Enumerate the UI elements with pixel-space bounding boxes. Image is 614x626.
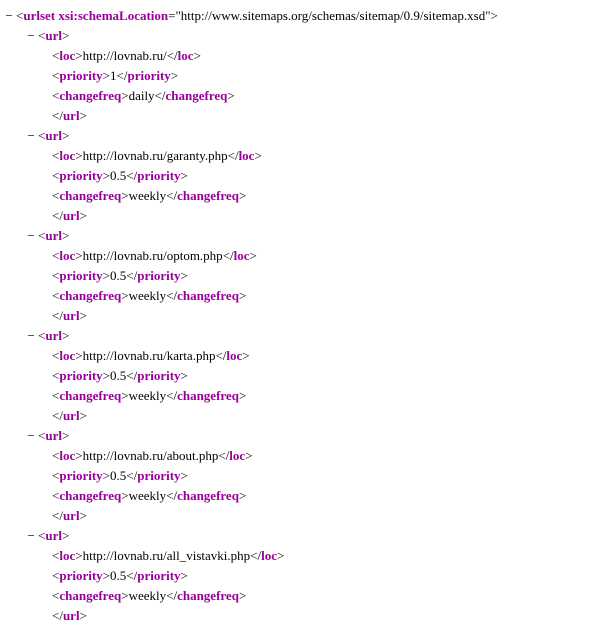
angle-open: < [52,268,60,283]
priority-line [6,466,614,486]
loc-line [6,146,614,166]
angle-open-slash: </ [222,248,234,263]
changefreq-value: weekly [128,388,167,403]
angle-close: > [193,48,201,63]
angle-open-slash: </ [215,348,227,363]
angle-close: > [121,188,129,203]
loc-value: http://lovnab.ru/about.php [82,448,219,463]
angle-open-slash: </ [126,368,138,383]
angle-close: > [61,128,70,143]
angle-close: > [180,268,188,283]
priority-value: 0.5 [110,468,127,483]
priority-value: 0.5 [110,268,127,283]
changefreq-value: daily [128,88,155,103]
loc-value: http://lovnab.ru/ [82,48,167,63]
angle-close: > [180,368,188,383]
angle-open-slash: </ [116,68,128,83]
angle-open: < [52,388,60,403]
priority-value: 0.5 [110,368,127,383]
loc-line [6,346,614,366]
url-tag-name: url [45,528,62,543]
angle-close: > [238,388,247,403]
angle-close: > [61,328,70,343]
angle-open-slash: </ [52,608,63,623]
angle-close: > [79,308,87,323]
url-toggle-icon[interactable]: − [27,28,35,43]
angle-close: > [75,348,83,363]
angle-open: < [52,488,60,503]
changefreq-tag-name-close: changefreq [177,388,239,403]
loc-tag-name: loc [59,548,76,563]
angle-close: > [121,588,129,603]
angle-close: > [79,608,87,623]
loc-line [6,546,614,566]
angle-close: > [245,448,253,463]
angle-close: > [276,548,285,563]
angle-close: > [75,448,83,463]
changefreq-value: weekly [128,288,167,303]
priority-tag-name: priority [59,568,103,583]
priority-line [6,366,614,386]
url-tag-name: url [45,428,62,443]
angle-close: > [75,148,83,163]
url-close-line [6,106,614,126]
loc-value: http://lovnab.ru/all_vistavki.php [82,548,251,563]
angle-close: > [121,88,129,103]
url-close-line [6,406,614,426]
angle-open: < [38,28,46,43]
priority-tag-name: priority [59,368,103,383]
angle-open-slash: </ [126,468,138,483]
angle-open-slash: </ [166,588,178,603]
angle-close: > [75,48,83,63]
url-toggle-icon[interactable]: − [27,228,35,243]
angle-close: > [75,548,83,563]
angle-close: > [242,348,250,363]
changefreq-line [6,486,614,506]
angle-close: > [79,108,87,123]
angle-close: > [79,408,87,423]
angle-open: < [52,448,60,463]
angle-open-slash: </ [166,48,178,63]
angle-open-slash: </ [166,488,178,503]
angle-open-slash: </ [126,168,138,183]
schemalocation-attr-name: xsi:schemaLocation [58,8,169,23]
angle-close: > [79,508,87,523]
angle-open: < [38,528,46,543]
changefreq-line [6,386,614,406]
url-close-line [6,206,614,226]
changefreq-tag-name: changefreq [59,488,122,503]
angle-close: > [238,588,247,603]
priority-tag-name: priority [59,468,103,483]
angle-open: < [52,168,60,183]
url-toggle-icon[interactable]: − [27,428,35,443]
angle-open: < [52,468,60,483]
angle-close: > [102,268,111,283]
angle-close: > [79,208,87,223]
angle-close: > [254,148,262,163]
angle-close: > [238,188,247,203]
changefreq-value: weekly [128,588,167,603]
url-open-line [6,26,614,46]
angle-close: > [238,288,247,303]
angle-open-slash: </ [166,188,178,203]
angle-open: < [38,228,46,243]
angle-open-slash: </ [52,508,63,523]
angle-open: < [52,548,60,563]
changefreq-tag-name-close: changefreq [177,288,239,303]
priority-line [6,166,614,186]
angle-open: < [52,68,60,83]
priority-line [6,566,614,586]
url-tag-name-close: url [62,208,80,223]
angle-open-slash: </ [166,388,178,403]
url-toggle-icon[interactable]: − [27,528,35,543]
angle-open-slash: </ [52,108,63,123]
angle-open-slash: </ [52,208,63,223]
angle-open-slash: </ [52,308,63,323]
loc-tag-name: loc [59,348,76,363]
url-toggle-icon[interactable]: − [27,128,35,143]
changefreq-line [6,186,614,206]
angle-open: < [52,588,60,603]
angle-close: > [61,528,70,543]
url-tag-name-close: url [62,408,80,423]
angle-close: > [238,488,247,503]
angle-open: < [16,8,24,23]
angle-open: < [52,348,60,363]
urlset-toggle-icon[interactable]: − [5,8,13,23]
loc-tag-name-close: loc [238,148,255,163]
url-close-line [6,306,614,326]
urlset-tag-name: urlset [23,8,56,23]
priority-tag-name-close: priority [137,268,181,283]
angle-close: > [102,468,111,483]
loc-tag-name: loc [59,48,76,63]
angle-close: > [102,568,111,583]
angle-close: > [75,248,83,263]
loc-line [6,246,614,266]
angle-open-slash: </ [52,408,63,423]
angle-close: > [170,68,179,83]
angle-close: > [180,168,188,183]
changefreq-tag-name: changefreq [59,88,122,103]
angle-close: > [227,88,235,103]
angle-open: < [38,428,46,443]
priority-tag-name-close: priority [137,568,181,583]
angle-open: < [52,48,60,63]
priority-value: 1 [110,68,117,83]
changefreq-tag-name: changefreq [59,588,122,603]
url-toggle-icon[interactable]: − [27,328,35,343]
angle-open: < [38,128,46,143]
loc-value: http://lovnab.ru/garanty.php [82,148,228,163]
schemalocation-attr-value: "http://www.sitemaps.org/schemas/sitemap/0.9/sitemap.xsd" [175,8,491,23]
angle-close: > [249,248,257,263]
url-tag-name: url [45,28,62,43]
changefreq-tag-name-close: changefreq [177,188,239,203]
url-open-line [6,326,614,346]
url-open-line [6,526,614,546]
loc-tag-name: loc [59,148,76,163]
loc-tag-name-close: loc [226,348,243,363]
angle-open: < [52,568,60,583]
changefreq-line [6,586,614,606]
angle-open-slash: </ [218,448,230,463]
loc-tag-name-close: loc [229,448,246,463]
angle-open: < [52,248,60,263]
angle-close: > [121,288,129,303]
priority-tag-name-close: priority [137,468,181,483]
url-open-line [6,126,614,146]
priority-tag-name: priority [59,168,103,183]
url-tag-name-close: url [62,308,80,323]
angle-close: > [180,568,188,583]
angle-open: < [52,148,60,163]
loc-value: http://lovnab.ru/optom.php [82,248,223,263]
changefreq-tag-name: changefreq [59,388,122,403]
angle-close: > [102,168,111,183]
angle-close: > [61,28,70,43]
loc-tag-name-close: loc [177,48,194,63]
priority-tag-name-close: priority [137,168,181,183]
changefreq-value: weekly [128,488,167,503]
angle-open: < [38,328,46,343]
url-close-line [6,606,614,626]
angle-close: > [121,488,129,503]
loc-tag-name: loc [59,448,76,463]
angle-close: > [102,368,111,383]
priority-tag-name-close: priority [137,368,181,383]
angle-close: > [180,468,188,483]
angle-open: < [52,188,60,203]
angle-open: < [52,288,60,303]
loc-value: http://lovnab.ru/karta.php [82,348,216,363]
priority-tag-name-close: priority [127,68,171,83]
url-open-line [6,226,614,246]
loc-line [6,446,614,466]
changefreq-tag-name-close: changefreq [165,88,228,103]
changefreq-line [6,86,614,106]
loc-tag-name: loc [59,248,76,263]
angle-close: > [121,388,129,403]
urlset-open-line [6,6,614,26]
changefreq-tag-name-close: changefreq [177,588,239,603]
changefreq-tag-name: changefreq [59,188,122,203]
angle-open: < [52,88,60,103]
url-tag-name: url [45,128,62,143]
angle-open-slash: </ [250,548,262,563]
loc-line [6,46,614,66]
angle-close: > [490,8,498,23]
url-tag-name: url [45,328,62,343]
url-tag-name-close: url [62,508,80,523]
priority-value: 0.5 [110,568,127,583]
angle-open-slash: </ [126,568,138,583]
changefreq-tag-name: changefreq [59,288,122,303]
priority-tag-name: priority [59,268,103,283]
angle-open-slash: </ [227,148,239,163]
changefreq-value: weekly [128,188,167,203]
priority-tag-name: priority [59,68,103,83]
url-tag-name: url [45,228,62,243]
angle-open-slash: </ [166,288,178,303]
url-open-line [6,426,614,446]
angle-open: < [52,368,60,383]
priority-line [6,266,614,286]
loc-tag-name-close: loc [261,548,277,563]
url-close-line [6,506,614,526]
url-tag-name-close: url [62,608,80,623]
loc-tag-name-close: loc [233,248,250,263]
angle-close: > [102,68,111,83]
priority-line [6,66,614,86]
angle-open-slash: </ [126,268,138,283]
angle-open-slash: </ [154,88,166,103]
attr-equals: = [168,8,176,23]
angle-close: > [61,228,70,243]
changefreq-line [6,286,614,306]
angle-close: > [61,428,70,443]
url-tag-name-close: url [62,108,80,123]
changefreq-tag-name-close: changefreq [177,488,239,503]
priority-value: 0.5 [110,168,127,183]
